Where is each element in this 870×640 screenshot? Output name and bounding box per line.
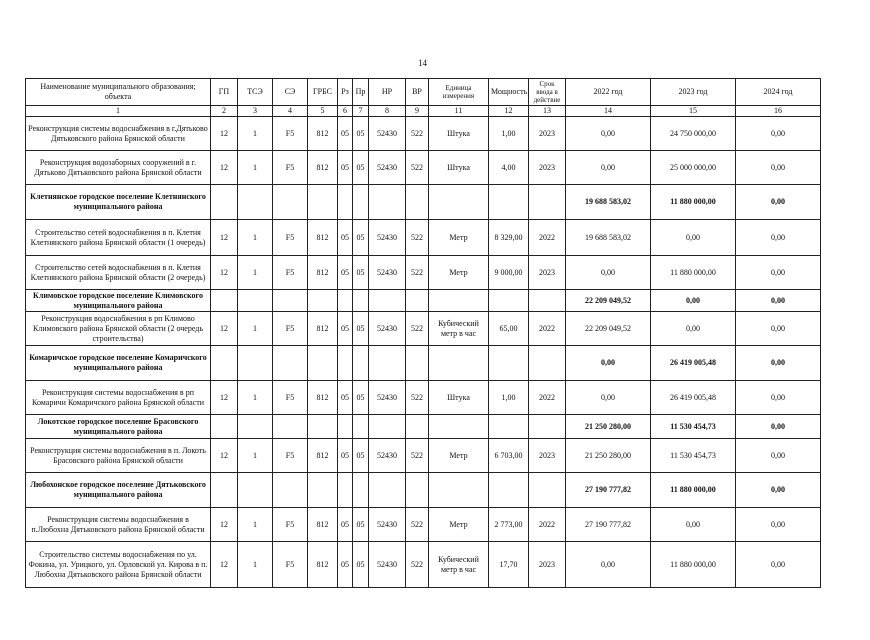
table-cell	[273, 185, 308, 220]
table-cell: 1,00	[489, 381, 529, 415]
table-cell: 522	[406, 508, 429, 542]
table-row	[26, 439, 821, 473]
table-cell: 6 703,00	[489, 439, 529, 473]
table-cell: Метр	[429, 508, 489, 542]
table-cell: 0,00	[736, 542, 821, 588]
table-cell: F5	[273, 542, 308, 588]
table-row	[26, 220, 821, 256]
table-cell: 11 530 454,73	[651, 415, 736, 439]
table-cell: 05	[353, 381, 369, 415]
column-index: 15	[651, 106, 736, 117]
table-cell	[273, 415, 308, 439]
table-cell: 12	[211, 151, 238, 185]
table-cell: 812	[308, 151, 338, 185]
table-cell	[273, 473, 308, 508]
table-cell: F5	[273, 151, 308, 185]
table-cell	[369, 415, 406, 439]
table-cell: 1	[238, 439, 273, 473]
object-name-cell: Реконструкция водоснабжения в рп Климово Климовского района Брянской области (2 очередь строительства)	[26, 312, 211, 346]
table-cell: 52430	[369, 256, 406, 290]
table-cell: 1	[238, 256, 273, 290]
table-cell: 2023	[529, 439, 566, 473]
table-cell	[338, 415, 353, 439]
column-index: 4	[273, 106, 308, 117]
table-cell	[529, 290, 566, 312]
table-cell: 05	[338, 117, 353, 151]
table-cell: 12	[211, 256, 238, 290]
table-cell: 27 190 777,82	[566, 508, 651, 542]
table-cell: 0,00	[736, 439, 821, 473]
table-cell: 0,00	[566, 151, 651, 185]
table-cell: 0,00	[566, 117, 651, 151]
table-cell	[429, 473, 489, 508]
table-cell: 1	[238, 381, 273, 415]
group-row	[26, 346, 821, 381]
column-header: Наименование муниципального образования; объекта	[26, 79, 211, 106]
table-cell	[273, 290, 308, 312]
column-header: ВР	[406, 79, 429, 106]
table-cell: 11 880 000,00	[651, 473, 736, 508]
column-index: 9	[406, 106, 429, 117]
table-cell: 26 419 005,48	[651, 346, 736, 381]
object-name-cell: Реконструкция системы водоснабжения в рп Комаричи Комаричского района Брянской области	[26, 381, 211, 415]
table-cell	[238, 185, 273, 220]
column-index: 12	[489, 106, 529, 117]
object-name-cell: Комаричское городское поселение Комаричского муниципального района	[26, 346, 211, 381]
column-index: 1	[26, 106, 211, 117]
table-cell: 05	[353, 542, 369, 588]
table-cell	[406, 290, 429, 312]
table-cell: 05	[338, 439, 353, 473]
column-index-row	[26, 106, 821, 117]
table-cell	[353, 415, 369, 439]
object-name-cell: Строительство сетей водоснабжения в п. Клетня Клетнянского района Брянской области (1 очередь)	[26, 220, 211, 256]
table-cell	[429, 415, 489, 439]
table-cell	[211, 185, 238, 220]
table-cell: F5	[273, 439, 308, 473]
table-cell: 27 190 777,82	[566, 473, 651, 508]
table-cell: 1	[238, 220, 273, 256]
table-row	[26, 542, 821, 588]
table-cell: 0,00	[651, 508, 736, 542]
table-cell: 2022	[529, 508, 566, 542]
object-name-cell: Реконструкция системы водоснабжения в п.Любохна Дятьковского района Брянской области	[26, 508, 211, 542]
group-row	[26, 415, 821, 439]
column-index: 14	[566, 106, 651, 117]
table-cell: F5	[273, 256, 308, 290]
table-cell	[529, 185, 566, 220]
table-cell: 52430	[369, 439, 406, 473]
table-cell: 522	[406, 381, 429, 415]
object-name-cell: Локотское городское поселение Брасовского муниципального района	[26, 415, 211, 439]
table-cell	[489, 415, 529, 439]
table-cell: 11 880 000,00	[651, 542, 736, 588]
table-cell: 52430	[369, 312, 406, 346]
table-cell: Метр	[429, 220, 489, 256]
table-cell: 8 329,00	[489, 220, 529, 256]
table-cell	[238, 346, 273, 381]
column-header: Мощность	[489, 79, 529, 106]
table-cell: 0,00	[736, 346, 821, 381]
column-header: Рз	[338, 79, 353, 106]
table-cell: 22 209 049,52	[566, 290, 651, 312]
table-cell	[211, 290, 238, 312]
table-cell: 812	[308, 117, 338, 151]
table-cell: 0,00	[736, 256, 821, 290]
table-cell: F5	[273, 508, 308, 542]
table-cell: 1	[238, 312, 273, 346]
column-index: 11	[429, 106, 489, 117]
table-cell	[353, 346, 369, 381]
table-cell: 0,00	[736, 415, 821, 439]
table-cell	[308, 185, 338, 220]
table-cell: 05	[338, 381, 353, 415]
table-cell	[353, 185, 369, 220]
object-name-cell: Строительство системы водоснабжения по ул. Фокина, ул. Урицкого, ул. Орловской ул. Кирова в п. Любохна Дятьковского района Брянской области	[26, 542, 211, 588]
table-cell: 522	[406, 117, 429, 151]
table-row	[26, 381, 821, 415]
table-cell: 2023	[529, 542, 566, 588]
table-cell	[429, 290, 489, 312]
table-row	[26, 508, 821, 542]
table-cell: 17,70	[489, 542, 529, 588]
column-index: 13	[529, 106, 566, 117]
column-index: 7	[353, 106, 369, 117]
table-cell	[338, 185, 353, 220]
table-cell: 12	[211, 220, 238, 256]
table-cell	[308, 473, 338, 508]
table-cell	[238, 415, 273, 439]
table-cell: 19 688 583,02	[566, 220, 651, 256]
table-cell	[338, 473, 353, 508]
table-cell: 812	[308, 508, 338, 542]
table-cell: F5	[273, 117, 308, 151]
table-cell: 0,00	[566, 542, 651, 588]
table-cell: Штука	[429, 117, 489, 151]
table-cell	[308, 415, 338, 439]
table-cell: 05	[353, 508, 369, 542]
table-cell: 812	[308, 256, 338, 290]
table-cell: 0,00	[651, 312, 736, 346]
table-cell	[529, 346, 566, 381]
table-cell: 1	[238, 151, 273, 185]
table-cell: 0,00	[736, 185, 821, 220]
table-cell: 2023	[529, 256, 566, 290]
table-cell: 21 250 280,00	[566, 415, 651, 439]
table-cell: 11 880 000,00	[651, 185, 736, 220]
column-header: ТСЭ	[238, 79, 273, 106]
table-cell: 05	[338, 220, 353, 256]
table-cell: 2 773,00	[489, 508, 529, 542]
column-header: НР	[369, 79, 406, 106]
column-header: Пр	[353, 79, 369, 106]
column-index: 2	[211, 106, 238, 117]
table-cell: 812	[308, 381, 338, 415]
table-cell: 522	[406, 220, 429, 256]
column-index: 3	[238, 106, 273, 117]
object-name-cell: Реконструкция системы водоснабжения в п. Локоть Брасовского района Брянской области	[26, 439, 211, 473]
table-cell: 1	[238, 542, 273, 588]
table-row	[26, 117, 821, 151]
table-cell: 11 530 454,73	[651, 439, 736, 473]
table-cell: 0,00	[566, 381, 651, 415]
table-cell	[353, 290, 369, 312]
table-cell	[369, 290, 406, 312]
table-cell: 2023	[529, 151, 566, 185]
object-name-cell: Любохонское городское поселение Дятьковского муниципального района	[26, 473, 211, 508]
table-cell: 05	[353, 220, 369, 256]
table-cell	[273, 346, 308, 381]
group-row	[26, 185, 821, 220]
table-cell: 0,00	[736, 117, 821, 151]
object-name-cell: Строительство сетей водоснабжения в п. Клетня Клетнянского района Брянской области (2 очередь)	[26, 256, 211, 290]
table-cell: 12	[211, 542, 238, 588]
table-cell: 12	[211, 117, 238, 151]
table-cell	[406, 346, 429, 381]
table-cell: 22 209 049,52	[566, 312, 651, 346]
table-cell: 52430	[369, 220, 406, 256]
group-row	[26, 473, 821, 508]
table-cell: 52430	[369, 542, 406, 588]
table-cell: 05	[338, 542, 353, 588]
table-cell	[238, 473, 273, 508]
table-cell: 05	[353, 312, 369, 346]
table-cell: 25 000 000,00	[651, 151, 736, 185]
column-header: СЭ	[273, 79, 308, 106]
table-cell	[338, 290, 353, 312]
table-cell	[353, 473, 369, 508]
table-cell	[238, 290, 273, 312]
table-cell: 522	[406, 151, 429, 185]
table-cell: F5	[273, 381, 308, 415]
table-cell: 2023	[529, 117, 566, 151]
header-row	[26, 79, 821, 106]
table-cell	[529, 415, 566, 439]
table-cell: 0,00	[736, 312, 821, 346]
table-cell: 522	[406, 256, 429, 290]
table-cell	[489, 185, 529, 220]
table-cell: F5	[273, 220, 308, 256]
table-cell: 1	[238, 508, 273, 542]
table-cell	[211, 415, 238, 439]
table-cell: 0,00	[566, 346, 651, 381]
table-cell	[406, 473, 429, 508]
table-cell: 2022	[529, 220, 566, 256]
table-cell: 0,00	[736, 151, 821, 185]
column-header: ГП	[211, 79, 238, 106]
table-cell	[369, 185, 406, 220]
table-cell: 05	[353, 151, 369, 185]
table-cell: 05	[338, 151, 353, 185]
table-cell: 05	[338, 312, 353, 346]
table-cell	[406, 415, 429, 439]
table-cell: 522	[406, 312, 429, 346]
table-cell: Штука	[429, 381, 489, 415]
table-cell: 19 688 583,02	[566, 185, 651, 220]
object-name-cell: Реконструкция системы водоснабжения в г.Дятьково Дятьковского района Брянской области	[26, 117, 211, 151]
column-header: 2024 год	[736, 79, 821, 106]
table-cell: 12	[211, 381, 238, 415]
table-cell: 0,00	[736, 508, 821, 542]
table-cell: 812	[308, 312, 338, 346]
column-index: 16	[736, 106, 821, 117]
table-cell	[338, 346, 353, 381]
column-header: 2023 год	[651, 79, 736, 106]
table-cell: 812	[308, 542, 338, 588]
table-cell: 812	[308, 439, 338, 473]
table-cell: Штука	[429, 151, 489, 185]
table-cell: F5	[273, 312, 308, 346]
budget-table	[25, 78, 821, 588]
table-cell	[489, 473, 529, 508]
table-cell: 1,00	[489, 117, 529, 151]
table-cell: 1	[238, 117, 273, 151]
table-row	[26, 312, 821, 346]
object-name-cell: Климовское городское поселение Климовского муниципального района	[26, 290, 211, 312]
table-cell	[406, 185, 429, 220]
table-cell: 52430	[369, 508, 406, 542]
table-cell	[489, 290, 529, 312]
table-cell: 2022	[529, 381, 566, 415]
table-cell	[211, 346, 238, 381]
table-cell: Метр	[429, 256, 489, 290]
table-cell: Метр	[429, 439, 489, 473]
table-cell: 11 880 000,00	[651, 256, 736, 290]
table-cell: 52430	[369, 151, 406, 185]
object-name-cell: Клетнянское городское поселение Клетнянского муниципального района	[26, 185, 211, 220]
table-cell: 21 250 280,00	[566, 439, 651, 473]
table-cell	[489, 346, 529, 381]
table-cell: 12	[211, 312, 238, 346]
table-cell	[429, 185, 489, 220]
table-cell	[369, 346, 406, 381]
column-index: 6	[338, 106, 353, 117]
table-body	[26, 117, 821, 588]
table-cell: 12	[211, 439, 238, 473]
table-cell: 65,00	[489, 312, 529, 346]
column-index: 8	[369, 106, 406, 117]
table-cell: Кубический метр в час	[429, 542, 489, 588]
table-cell: 2022	[529, 312, 566, 346]
table-row	[26, 151, 821, 185]
table-cell: 0,00	[651, 290, 736, 312]
table-cell: 52430	[369, 117, 406, 151]
column-header: ГРБС	[308, 79, 338, 106]
table-cell: Кубический метр в час	[429, 312, 489, 346]
table-cell: 0,00	[736, 473, 821, 508]
table-cell: 522	[406, 439, 429, 473]
table-cell: 26 419 005,48	[651, 381, 736, 415]
table-cell: 05	[353, 117, 369, 151]
table-cell: 0,00	[736, 381, 821, 415]
table-cell: 0,00	[736, 220, 821, 256]
table-cell: 12	[211, 508, 238, 542]
table-cell	[529, 473, 566, 508]
table-cell	[211, 473, 238, 508]
table-cell: 05	[353, 256, 369, 290]
table-row	[26, 256, 821, 290]
table-cell: 05	[338, 508, 353, 542]
table-cell: 05	[353, 439, 369, 473]
table-cell: 0,00	[651, 220, 736, 256]
column-header: Срок ввода в действие	[529, 79, 566, 106]
group-row	[26, 290, 821, 312]
table-cell	[429, 346, 489, 381]
table-cell: 812	[308, 220, 338, 256]
table-cell: 9 000,00	[489, 256, 529, 290]
table-cell	[369, 473, 406, 508]
table-cell: 0,00	[736, 290, 821, 312]
column-index: 5	[308, 106, 338, 117]
table-cell: 05	[338, 256, 353, 290]
object-name-cell: Реконструкция водозаборных сооружений в г. Дятьково Дятьковского района Брянской области	[26, 151, 211, 185]
page-number: 14	[418, 58, 427, 68]
column-header: 2022 год	[566, 79, 651, 106]
table-cell: 522	[406, 542, 429, 588]
table-cell: 4,00	[489, 151, 529, 185]
table-cell: 52430	[369, 381, 406, 415]
table-cell: 0,00	[566, 256, 651, 290]
table-cell	[308, 346, 338, 381]
column-header: Единица измерения	[429, 79, 489, 106]
table-cell: 24 750 000,00	[651, 117, 736, 151]
table-cell	[308, 290, 338, 312]
